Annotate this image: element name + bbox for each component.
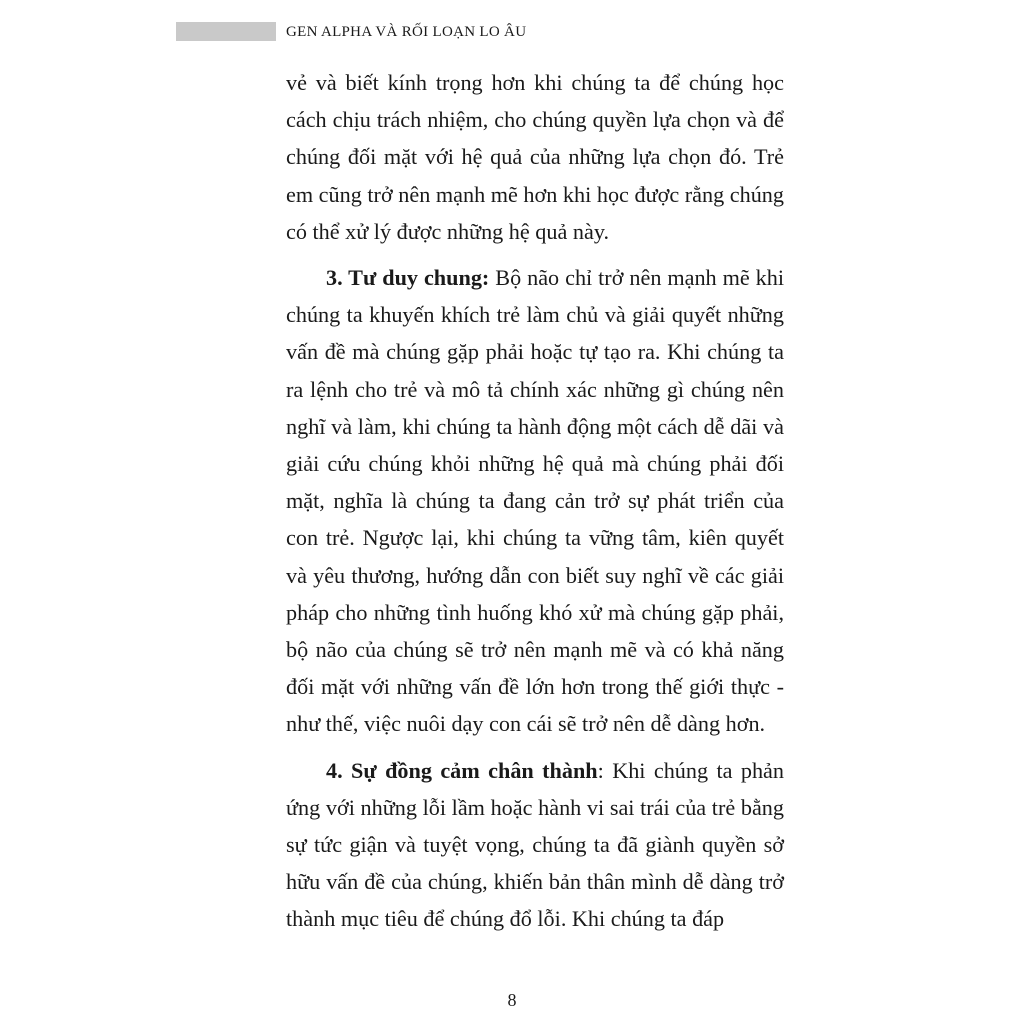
header-bar	[176, 22, 276, 41]
paragraph-item-4	[286, 752, 784, 938]
running-header-title: GEN ALPHA VÀ RỐI LOẠN LO ÂU	[286, 24, 527, 40]
paragraph-text: Bộ não chỉ trở nên mạnh mẽ khi chúng ta khuyến khích trẻ làm chủ và giải quyết những vấn đề mà chúng gặp phải hoặc tự tạo ra. Khi chúng ta ra lệnh cho trẻ và mô tả chính xác những gì chúng nên nghĩ và làm, khi chúng ta hành động một cách dễ dãi và giải cứu chúng khỏi những hệ quả mà chúng phải đối mặt, nghĩa là chúng ta đang cản trở sự phát triển của con trẻ. Ngược lại, khi chúng ta vững tâm, kiên quyết và yêu thương, hướng dẫn con biết suy nghĩ về các giải pháp cho những tình huống khó xử mà chúng gặp phải, bộ não của chúng sẽ trở nên mạnh mẽ và có khả năng đối mặt với những vấn đề lớn hơn trong thế giới thực - như thế, việc nuôi dạy con cái sẽ trở nên dễ dàng hơn.	[286, 265, 785, 737]
paragraph-text: : Khi chúng ta phản ứng với những lỗi lầm hoặc hành vi sai trái của trẻ bằng sự tức giận và tuyệt vọng, chúng ta đã giành quyền sở hữu vấn đề của chúng, khiến bản thân mình dễ dàng trở thành mục tiêu để chúng đổ lỗi. Khi chúng ta đáp	[286, 757, 784, 932]
item-4-heading: 4. Sự đồng cảm chân thành	[326, 757, 598, 783]
paragraph-text: vẻ và biết kính trọng hơn khi chúng ta để chúng học cách chịu trách nhiệm, cho chúng quyền lựa chọn và để chúng đối mặt với hệ quả của những lựa chọn đó. Trẻ em cũng trở nên mạnh mẽ hơn khi học được rằng chúng có thể xử lý được những hệ quả này.	[286, 70, 784, 244]
item-3-heading: 3. Tư duy chung:	[326, 265, 490, 291]
paragraph-item-3	[286, 259, 784, 743]
page-number: 8	[507, 990, 517, 1010]
paragraph-continuation	[286, 64, 784, 250]
body-text	[286, 64, 784, 938]
